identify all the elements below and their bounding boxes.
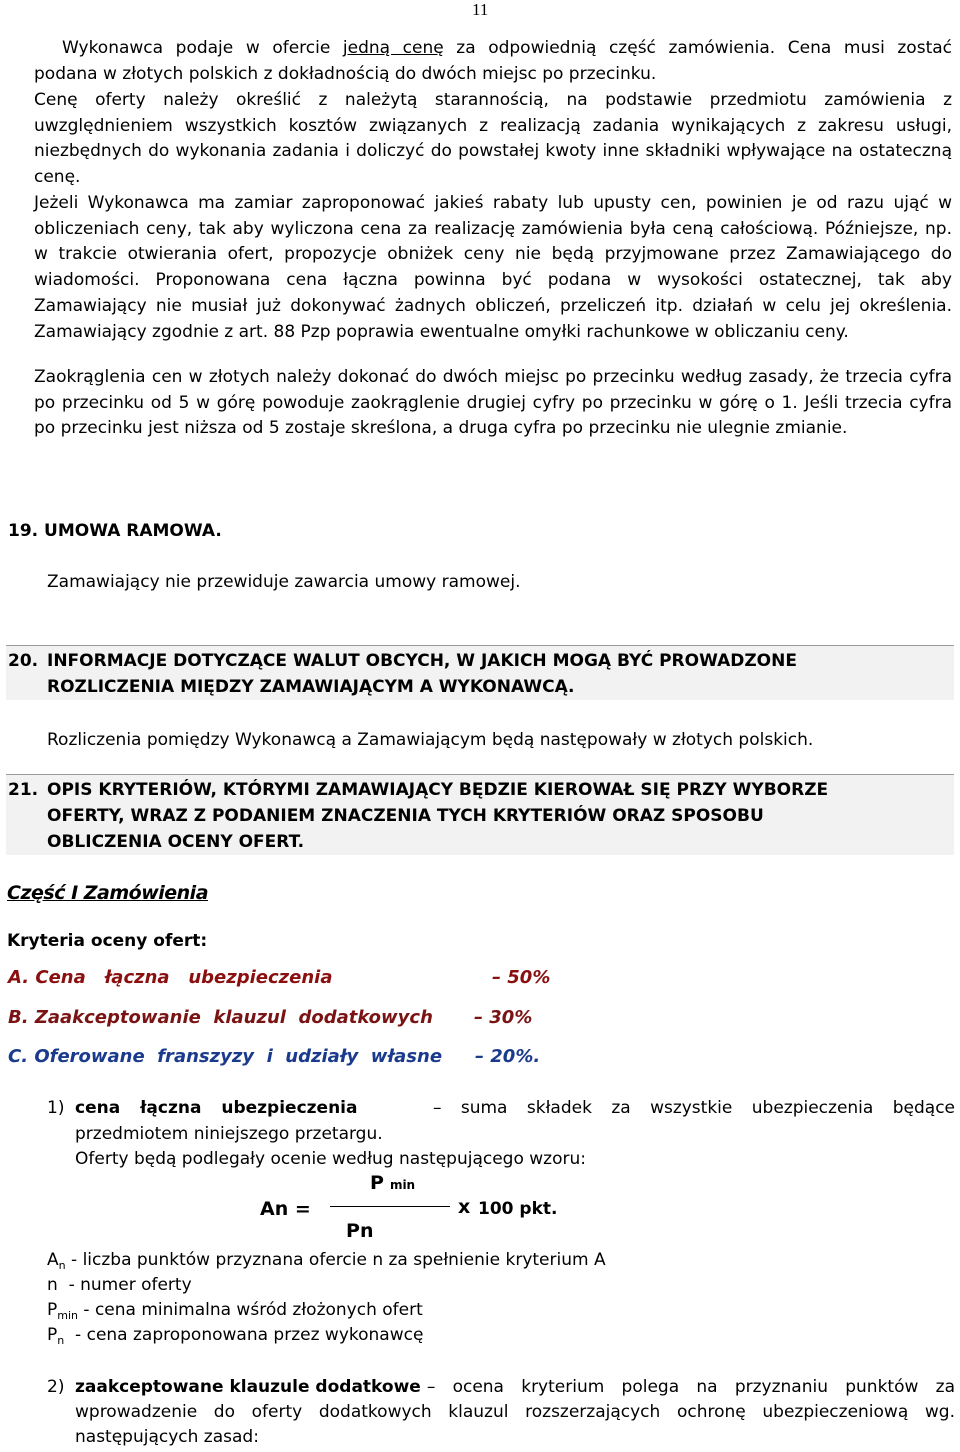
section-number: 21. (8, 780, 39, 800)
legend-row (47, 1275, 192, 1297)
section-20-text: Rozliczenia pomiędzy Wykonawcą a Zamawiającym będą następowały w złotych polskich. (47, 730, 814, 750)
page-number: 11 (472, 0, 489, 19)
item-2-line1 (75, 1377, 955, 1397)
formula (250, 1170, 580, 1250)
formula-times: x (458, 1196, 471, 1218)
formula-denominator (346, 1220, 373, 1242)
text-span: Wykonawca podaje w ofercie (62, 38, 343, 58)
paragraph-line (62, 36, 952, 62)
legend-desc: - cena minimalna wśród złożonych ofert (78, 1300, 423, 1320)
legend-desc: - liczba punktów przyznana ofercie n za spełnienie kryterium A (65, 1250, 606, 1270)
section-20-heading (6, 645, 954, 700)
item-1-title: cena łączna ubezpieczenia (75, 1098, 358, 1118)
subscript: n (274, 1198, 289, 1220)
formula-lhs (260, 1198, 311, 1220)
section-19-heading: 19. UMOWA RAMOWA. (8, 521, 222, 541)
item-2-line3: następujących zasad: (75, 1427, 259, 1447)
formula-points: 100 pkt. (478, 1199, 558, 1219)
item-1-line2: przedmiotem niniejszego przetargu. (75, 1124, 383, 1144)
symbol: n (47, 1275, 58, 1295)
item-2-title: zaakceptowane klauzule dodatkowe (75, 1377, 421, 1397)
symbol: P (47, 1325, 58, 1345)
criterion-a-weight: – 50% (492, 967, 551, 988)
equals-sign: = (294, 1198, 311, 1220)
criterion-b-weight: – 30% (474, 1007, 533, 1028)
section-21-heading (6, 774, 954, 855)
legend-row (47, 1300, 423, 1322)
heading-line: OBLICZENIA OCENY OFERT. (47, 832, 305, 852)
heading-line: OPIS KRYTERIÓW, KTÓRYMI ZAMAWIAJĄCY BĘDZIE KIEROWAŁ SIĘ PRZY WYBORZE (47, 780, 829, 800)
text-span: za odpowiednią część zamówienia. Cena musi zostać (443, 38, 952, 58)
legend-desc: - numer oferty (57, 1275, 192, 1295)
criterion-c-weight: – 20%. (475, 1046, 541, 1067)
legend-row (47, 1250, 606, 1272)
part-title: Część I Zamówienia (7, 882, 209, 904)
item-1-desc: – suma składek za wszystkie ubezpieczenia będące (432, 1098, 955, 1118)
heading-line: INFORMACJE DOTYCZĄCE WALUT OBCYCH, W JAKICH MOGĄ BYĆ PROWADZONE (47, 651, 797, 671)
paragraph-line: podana w złotych polskich z dokładnością do dwóch miejsc po przecinku. (34, 64, 657, 84)
item-1-line1 (75, 1098, 955, 1118)
fraction-line (330, 1206, 450, 1207)
symbol: P (346, 1220, 360, 1242)
paragraph-price-intro-2 (34, 62, 952, 88)
subscript: min (389, 1178, 416, 1192)
legend-row (47, 1325, 423, 1347)
paragraph-rounding: Zaokrąglenia cen w złotych należy dokonać do dwóch miejsc po przecinku według zasady, że trzecia cyfra po przecinku od 5 w górę powoduje zaokrąglenie drugiej cyfry po przecinku w górę o 1. Jeśli trzecia cyfra po przecinku jest niższa od 5 zostaje skreślona, a druga cyfra po przecinku nie ulegnie zmianie. (34, 367, 952, 439)
symbol: P (47, 1300, 58, 1320)
subscript: n (57, 1334, 65, 1347)
paragraph-price-intro (62, 36, 952, 62)
subscript: n (58, 1259, 66, 1272)
criterion-a-label: A. Cena łączna ubezpieczenia (8, 967, 333, 988)
paragraph-discounts: Jeżeli Wykonawca ma zamiar zaproponować jakieś rabaty lub upusty cen, powinien je od razu ująć w obliczeniach ceny, tak aby wyliczona cena za realizację zamówienia była ceną całościową. Późniejsze, np. w trakcie otwierania ofert, propozycje obniżek ceny nie będą przyjmowane przez Zamawiającego do wiadomości. Proponowana cena łączna powinna być podana w wysokości ostatecznej, tak aby Zamawiający nie musiał już dokonywać żadnych obliczeń, przeliczeń itp. działań w celu jej określenia. Zamawiający zgodnie z art. 88 Pzp poprawia ewentualne omyłki rachunkowe w obliczaniu ceny. (34, 193, 952, 342)
symbol: A (260, 1198, 275, 1220)
formula-intro: Oferty będą podlegały ocenie według następującego wzoru: (75, 1149, 586, 1169)
item-2-desc: – ocena kryterium polega na przyznaniu punktów za (426, 1377, 955, 1397)
symbol: P (370, 1172, 384, 1194)
subscript: min (57, 1309, 79, 1322)
criterion-c-label: C. Oferowane franszyzy i udziały własne (8, 1046, 443, 1067)
item-2-number: 2) (47, 1377, 65, 1397)
subscript: n (359, 1220, 374, 1242)
underlined-text: jedną cenę (342, 38, 444, 58)
criterion-b-label: B. Zaakceptowanie klauzul dodatkowych (8, 1007, 433, 1028)
formula-numerator (370, 1172, 415, 1194)
heading-line: ROZLICZENIA MIĘDZY ZAMAWIAJĄCYM A WYKONAWCĄ. (47, 677, 575, 697)
criteria-title: Kryteria oceny ofert: (7, 931, 208, 951)
item-2-line2: wprowadzenie do oferty dodatkowych klauzul rozszerzających ochronę ubezpieczeniową wg. (75, 1402, 955, 1422)
paragraph-price-calculation: Cenę oferty należy określić z należytą starannością, na podstawie przedmiotu zamówienia z uwzględnieniem wszystkich kosztów związanych z realizacją zadania wynikających z zakresu usługi, niezbędnych do wykonania zadania i doliczyć do powstałej kwoty inne składniki wpływające na ostateczną cenę. (34, 90, 952, 188)
symbol: A (47, 1250, 59, 1270)
section-number: 20. (8, 651, 39, 671)
section-19-text: Zamawiający nie przewiduje zawarcia umowy ramowej. (47, 572, 521, 592)
heading-line: OFERTY, WRAZ Z PODANIEM ZNACZENIA TYCH KRYTERIÓW ORAZ SPOSOBU (47, 806, 764, 826)
legend-desc: - cena zaproponowana przez wykonawcę (64, 1325, 424, 1345)
item-1-number: 1) (47, 1098, 65, 1118)
